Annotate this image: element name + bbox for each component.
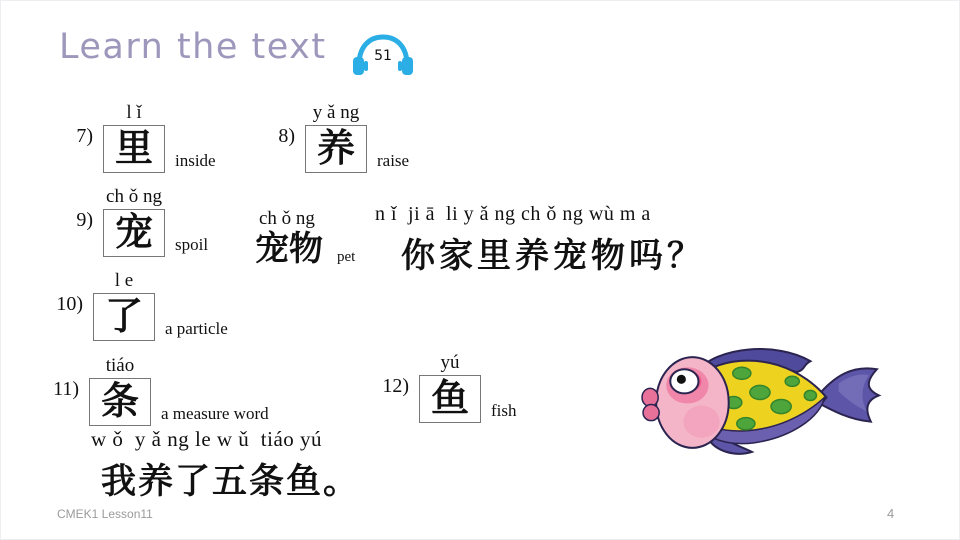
- meaning-label: fish: [491, 401, 517, 420]
- item-number: 8): [278, 125, 295, 147]
- sentence-pinyin: n ǐ ji ā li y ǎ ng ch ǒ ng wù m a: [375, 203, 651, 225]
- meaning-label: inside: [175, 151, 216, 170]
- vocab-item-8: [257, 101, 409, 173]
- vocab-item-10: [45, 269, 228, 341]
- example-sentence-2: [91, 427, 360, 504]
- character-box: 养: [305, 125, 367, 173]
- meaning-label: pet: [337, 249, 356, 266]
- meaning-label: a particle: [165, 319, 228, 338]
- character-column: [103, 101, 165, 173]
- character-column: [93, 269, 155, 341]
- character-box: 鱼: [419, 375, 481, 423]
- character-column: [103, 185, 165, 257]
- vocab-item-11: [41, 354, 269, 426]
- vocab-item-7: [55, 101, 216, 173]
- pinyin-label: yú: [440, 352, 460, 373]
- pinyin-label: y ǎ ng: [312, 102, 360, 123]
- word-chongwu: [255, 207, 355, 268]
- pinyin-label: ch ǒ ng: [259, 208, 315, 229]
- audio-track-number: 51: [374, 48, 392, 64]
- fish-illustration: [637, 339, 889, 463]
- item-number: 10): [56, 293, 83, 315]
- character-box: 宠: [103, 209, 165, 257]
- sentence-pinyin: w ǒ y ǎ ng le w ǔ tiáo yú: [91, 427, 323, 451]
- sentence-text: 你家里养宠物吗？: [401, 238, 705, 275]
- item-number: 7): [76, 125, 93, 147]
- meaning-label: spoil: [175, 235, 209, 254]
- character-column: [419, 351, 481, 423]
- character-column: [305, 101, 367, 173]
- sentence-text: 我养了五条鱼。: [101, 462, 361, 501]
- footer-course-label: CMEK1 Lesson11: [57, 507, 153, 521]
- pinyin-label: l ǐ: [126, 102, 142, 123]
- meaning-label: raise: [377, 151, 410, 170]
- meaning-label: a measure word: [161, 404, 269, 423]
- vocab-item-12: [371, 351, 517, 423]
- item-number: 11): [53, 378, 79, 400]
- character-box: 了: [93, 293, 155, 341]
- item-number: 12): [382, 375, 409, 397]
- item-number: 9): [76, 209, 93, 231]
- word-column: [255, 207, 323, 268]
- word-text: 宠物: [255, 231, 323, 268]
- page-title: Learn the text: [59, 27, 327, 67]
- audio-play-button[interactable]: [351, 31, 415, 79]
- pinyin-label: l e: [114, 270, 134, 291]
- character-column: [89, 354, 151, 426]
- headphones-icon: [351, 66, 415, 83]
- page-number: 4: [887, 506, 895, 521]
- character-box: 条: [89, 378, 151, 426]
- vocab-item-9: [55, 185, 208, 257]
- example-sentence-1: [375, 203, 705, 277]
- pinyin-label: tiáo: [105, 355, 135, 376]
- pinyin-label: ch ǒ ng: [106, 186, 162, 207]
- character-box: 里: [103, 125, 165, 173]
